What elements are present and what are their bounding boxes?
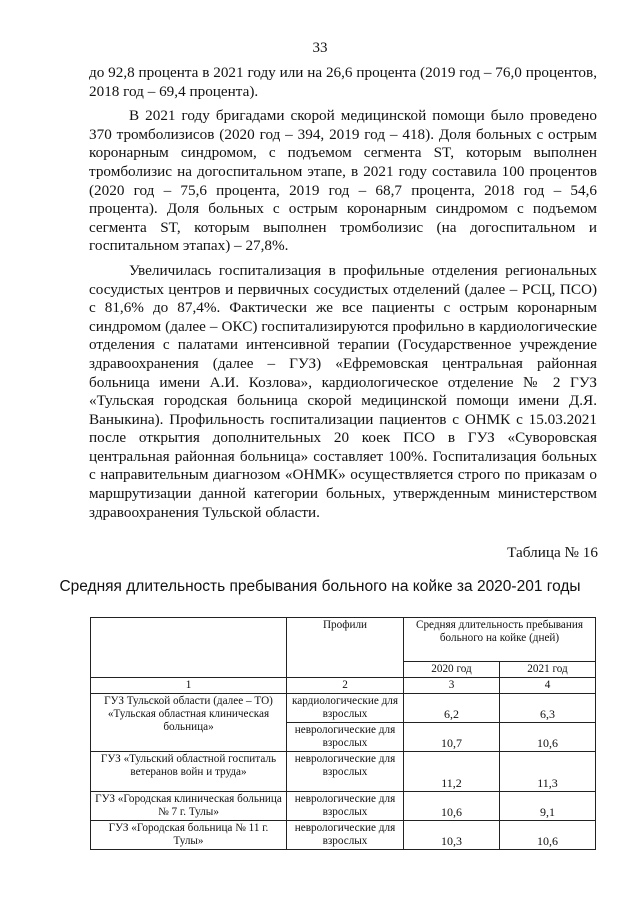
header-profiles: Профили	[287, 618, 404, 678]
institution-name: ГУЗ «Городская клиническая больница № 7 г. Тулы»	[91, 792, 287, 821]
length-of-stay-table	[90, 617, 596, 850]
institution-name: ГУЗ «Городская больница № 11 г. Тулы»	[91, 821, 287, 850]
page-number: 33	[312, 40, 328, 56]
value-2021: 6,3	[500, 694, 596, 723]
profile-cell: неврологические для взрослых	[287, 752, 404, 792]
body-text	[89, 64, 597, 528]
profile-cell: кардиологические для взрослых	[287, 694, 404, 723]
value-2021: 9,1	[500, 792, 596, 821]
value-2020: 10,7	[404, 723, 500, 752]
paragraph: В 2021 году бригадами скорой медицинской помощи было проведено 370 тромболизисов (2020 год – 394, 2019 год – 418). Доля больных с острым коронарным синдромом, с подъемом сегмента ST, которым выполнен тромболизис на догоспитальном этапе, в 2021 году составила 100 процентов (2020 год – 75,6 процента, 2019 год – 68,7 процента, 2018 год – 54,6 процента). Доля больных с острым коронарным синдромом с подъемом сегмента ST, которым выполнен тромболизис (на догоспитальном и госпитальном этапах) – 27,8%.	[89, 107, 597, 255]
institution-name: ГУЗ Тульской области (далее – ТО) «Тульская областная клиническая больница»	[91, 694, 287, 752]
value-2020: 10,3	[404, 821, 500, 850]
value-2020: 11,2	[404, 752, 500, 792]
header-average-stay: Средняя длительность пребывания больного на койке (дней)	[404, 618, 596, 662]
header-year-2020: 2020 год	[404, 662, 500, 678]
profile-cell: неврологические для взрослых	[287, 792, 404, 821]
profile-cell: неврологические для взрослых	[287, 821, 404, 850]
column-number: 1	[91, 678, 287, 694]
table-title: Средняя длительность пребывания больного на койке за 2020-201 годы	[59, 578, 581, 595]
column-number: 2	[287, 678, 404, 694]
value-2021: 10,6	[500, 723, 596, 752]
header-year-2021: 2021 год	[500, 662, 596, 678]
header-institution	[91, 618, 287, 678]
paragraph: Увеличилась госпитализация в профильные отделения региональных сосудистых центров и первичных сосудистых отделений (далее – РСЦ, ПСО) с 81,6% до 87,4%. Фактически же все пациенты с острым коронарным синдромом (далее – ОКС) госпитализируются профильно в кардиологические отделения с палатами интенсивной терапии (Государственное учреждение здравоохранения (далее – ГУЗ) «Ефремовская центральная районная больница имени А.И. Козлова», кардиологическое отделение № 2 ГУЗ «Тульская городская больница скорой медицинской помощи имени Д.Я. Ваныкина). Профильность госпитализации пациентов с ОНМК с 15.03.2021 после открытия дополнительных 20 коек ПСО в ГУЗ «Суворовская центральная районная больница» составляет 100%. Госпитализация больных с направительным диагнозом «ОНМК» осуществляется строго по приказам о маршрутизации данной категории больных, утвержденным министерством здравоохранения Тульской области.	[89, 261, 597, 521]
table-number: Таблица № 16	[507, 544, 598, 561]
value-2021: 10,6	[500, 821, 596, 850]
profile-cell: неврологические для взрослых	[287, 723, 404, 752]
value-2021: 11,3	[500, 752, 596, 792]
institution-name: ГУЗ «Тульский областной госпиталь ветеранов войн и труда»	[91, 752, 287, 792]
value-2020: 10,6	[404, 792, 500, 821]
column-number: 4	[500, 678, 596, 694]
paragraph: до 92,8 процента в 2021 году или на 26,6 процента (2019 год – 76,0 процентов, 2018 год – 69,4 процента).	[89, 64, 597, 100]
value-2020: 6,2	[404, 694, 500, 723]
column-number: 3	[404, 678, 500, 694]
